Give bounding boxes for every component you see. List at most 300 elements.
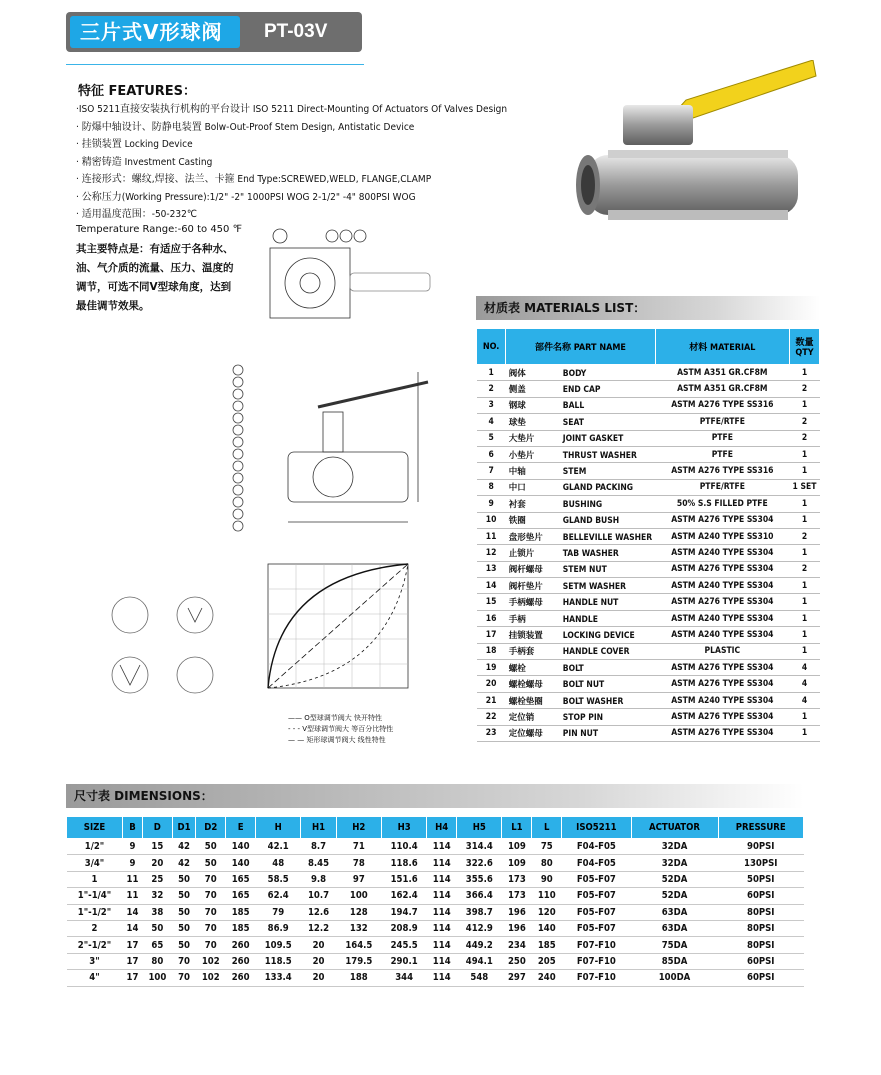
- valve-photo: [568, 60, 818, 270]
- table-cell: 65: [142, 937, 172, 953]
- table-cell: F05-F07: [562, 871, 631, 887]
- table-cell: 86.9: [256, 920, 301, 936]
- table-cell: [506, 365, 655, 381]
- column-header: H4: [427, 817, 457, 839]
- table-cell: 20: [477, 676, 506, 692]
- table-cell: 50: [196, 839, 226, 855]
- table-cell: 70: [172, 970, 196, 986]
- table-cell: 2"-1/2": [67, 937, 123, 953]
- table-cell: 75: [532, 839, 562, 855]
- table-cell: 50: [172, 904, 196, 920]
- table-cell: 173: [502, 888, 532, 904]
- table-row: [477, 463, 820, 479]
- feature-item: · 精密铸造 Investment Casting: [76, 156, 213, 168]
- table-cell: 17: [122, 937, 142, 953]
- table-cell: 1: [790, 496, 820, 512]
- table-row: [477, 594, 820, 610]
- table-row: [477, 430, 820, 446]
- table-cell: PLASTIC: [655, 643, 789, 659]
- part-name-cn: 螺栓: [508, 663, 526, 674]
- table-cell: PTFE: [655, 430, 789, 446]
- column-header: D2: [196, 817, 226, 839]
- table-cell: 185: [532, 937, 562, 953]
- table-cell: 494.1: [457, 953, 502, 969]
- table-cell: [506, 561, 655, 577]
- table-cell: 260: [226, 937, 256, 953]
- part-name-cn: 止锁片: [508, 548, 535, 559]
- table-cell: ASTM A240 TYPE SS304: [655, 610, 789, 626]
- table-cell: 100DA: [631, 970, 718, 986]
- table-cell: 128: [336, 904, 381, 920]
- table-cell: 366.4: [457, 888, 502, 904]
- table-row: [477, 610, 820, 626]
- table-cell: 118.6: [381, 855, 426, 871]
- column-header: B: [122, 817, 142, 839]
- part-name-en: BALL: [562, 401, 585, 412]
- table-cell: 1: [790, 446, 820, 462]
- table-cell: 52DA: [631, 888, 718, 904]
- table-cell: 110.4: [381, 839, 426, 855]
- table-cell: 63DA: [631, 920, 718, 936]
- table-cell: 1: [790, 578, 820, 594]
- table-cell: 208.9: [381, 920, 426, 936]
- legend-item: - - - V型球调节阀大 等百分比特性: [288, 725, 394, 733]
- table-cell: 20: [301, 953, 336, 969]
- part-name-cn: 定位螺母: [508, 729, 543, 740]
- table-row: [477, 725, 820, 741]
- table-cell: ASTM A276 TYPE SS304: [655, 676, 789, 692]
- table-row: [477, 676, 820, 692]
- table-cell: 17: [122, 970, 142, 986]
- table-cell: 9: [122, 839, 142, 855]
- chart-legend: [288, 713, 393, 746]
- table-cell: 6: [477, 446, 506, 462]
- table-row: [67, 904, 804, 920]
- table-cell: 114: [427, 920, 457, 936]
- table-cell: 80PSI: [718, 904, 804, 920]
- table-cell: F04-F05: [562, 855, 631, 871]
- table-cell: 1"-1/4": [67, 888, 123, 904]
- table-cell: ASTM A276 TYPE SS316: [655, 463, 789, 479]
- column-header: H3: [381, 817, 426, 839]
- table-row: [477, 446, 820, 462]
- table-cell: 3": [67, 953, 123, 969]
- table-cell: 102: [196, 970, 226, 986]
- column-header: H5: [457, 817, 502, 839]
- table-cell: 42: [172, 839, 196, 855]
- table-cell: 50% S.S FILLED PTFE: [655, 496, 789, 512]
- table-cell: 344: [381, 970, 426, 986]
- table-cell: 14: [477, 578, 506, 594]
- table-cell: 70: [172, 953, 196, 969]
- column-header: H: [256, 817, 301, 839]
- col-part: 部件名称 PART NAME: [506, 329, 655, 365]
- table-cell: 1: [790, 545, 820, 561]
- table-cell: 58.5: [256, 871, 301, 887]
- table-cell: ASTM A351 GR.CF8M: [655, 381, 789, 397]
- table-cell: 2: [67, 920, 123, 936]
- table-cell: 132: [336, 920, 381, 936]
- part-name-cn: 盘形垫片: [508, 532, 543, 543]
- feature-item: · 防爆中轴设计、防静电装置 Bolw-Out-Proof Stem Design, Antistatic Device: [76, 121, 415, 133]
- table-cell: 140: [532, 920, 562, 936]
- table-row: [477, 692, 820, 708]
- table-cell: ASTM A276 TYPE SS316: [655, 397, 789, 413]
- part-name-en: LOCKING DEVICE: [562, 630, 635, 641]
- table-cell: F05-F07: [562, 888, 631, 904]
- table-row: [477, 643, 820, 659]
- table-row: [477, 365, 820, 381]
- part-name-cn: 衬套: [508, 499, 526, 510]
- table-row: [67, 970, 804, 986]
- table-cell: [506, 545, 655, 561]
- table-cell: F05-F07: [562, 904, 631, 920]
- table-cell: 109: [502, 839, 532, 855]
- table-cell: [506, 692, 655, 708]
- table-cell: 2: [790, 414, 820, 430]
- section-drawing: [228, 352, 458, 542]
- table-row: [67, 871, 804, 887]
- materials-heading: 材质表 MATERIALS LIST：: [476, 296, 820, 320]
- table-cell: PTFE: [655, 446, 789, 462]
- table-cell: 8.7: [301, 839, 336, 855]
- feature-item: · 挂锁装置 Locking Device: [76, 139, 193, 150]
- table-cell: F07-F10: [562, 937, 631, 953]
- part-name-cn: 挂锁装置: [508, 630, 543, 641]
- table-cell: 114: [427, 970, 457, 986]
- table-cell: 3/4": [67, 855, 123, 871]
- table-cell: 25: [142, 871, 172, 887]
- part-name-cn: 小垫片: [508, 450, 535, 461]
- table-row: [477, 561, 820, 577]
- table-cell: ASTM A240 TYPE SS304: [655, 545, 789, 561]
- flow-characteristic-chart: [248, 556, 418, 706]
- table-cell: 109.5: [256, 937, 301, 953]
- model-number: PT-03V: [264, 21, 328, 42]
- table-cell: 17: [477, 627, 506, 643]
- table-cell: 114: [427, 953, 457, 969]
- table-cell: [506, 610, 655, 626]
- dimensions-table: [66, 816, 804, 987]
- table-row: [477, 397, 820, 413]
- table-cell: 140: [226, 839, 256, 855]
- table-row: [477, 709, 820, 725]
- table-cell: 185: [226, 904, 256, 920]
- table-cell: 10.7: [301, 888, 336, 904]
- column-header: D: [142, 817, 172, 839]
- table-cell: 50: [172, 920, 196, 936]
- table-cell: 80PSI: [718, 937, 804, 953]
- table-cell: 151.6: [381, 871, 426, 887]
- table-cell: 8.45: [301, 855, 336, 871]
- column-header: L1: [502, 817, 532, 839]
- table-cell: 62.4: [256, 888, 301, 904]
- table-cell: 50: [196, 855, 226, 871]
- part-name-en: HANDLE COVER: [562, 647, 630, 658]
- table-cell: 114: [427, 855, 457, 871]
- table-cell: 70: [196, 904, 226, 920]
- table-cell: 245.5: [381, 937, 426, 953]
- table-cell: 50PSI: [718, 871, 804, 887]
- table-cell: 60PSI: [718, 953, 804, 969]
- table-cell: 1: [790, 463, 820, 479]
- table-cell: 2: [790, 381, 820, 397]
- table-cell: 50: [172, 871, 196, 887]
- part-name-en: GLAND PACKING: [562, 483, 634, 494]
- legend-item: — — 矩形球调节阀大 线性特性: [288, 736, 386, 744]
- table-cell: 1: [790, 397, 820, 413]
- table-cell: 80PSI: [718, 920, 804, 936]
- feature-item: · 公称压力(Working Pressure):1/2" -2" 1000PSI WOG 2-1/2" -4" 800PSI WOG: [76, 191, 416, 203]
- table-cell: 85DA: [631, 953, 718, 969]
- table-cell: [506, 397, 655, 413]
- table-row: [67, 855, 804, 871]
- table-row: [67, 888, 804, 904]
- part-name-en: HANDLE NUT: [562, 598, 619, 609]
- table-cell: 412.9: [457, 920, 502, 936]
- part-name-cn: 阀体: [508, 368, 526, 379]
- table-cell: 194.7: [381, 904, 426, 920]
- table-cell: F07-F10: [562, 953, 631, 969]
- table-cell: 23: [477, 725, 506, 741]
- table-cell: 314.4: [457, 839, 502, 855]
- part-name-en: JOINT GASKET: [562, 434, 624, 445]
- table-cell: 32DA: [631, 839, 718, 855]
- part-name-en: HANDLE: [562, 614, 598, 625]
- table-cell: 2: [790, 528, 820, 544]
- table-row: [67, 953, 804, 969]
- table-cell: 114: [427, 888, 457, 904]
- column-header: SIZE: [67, 817, 123, 839]
- table-cell: [506, 709, 655, 725]
- part-name-cn: 手柄套: [508, 647, 535, 658]
- part-name-en: SEAT: [562, 417, 584, 428]
- table-row: [477, 479, 820, 495]
- feature-item: ·ISO 5211直接安装执行机构的平台设计 ISO 5211 Direct-Mounting Of Actuators Of Valves Design: [76, 104, 508, 115]
- part-name-cn: 螺栓螺母: [508, 680, 543, 691]
- table-cell: F04-F05: [562, 839, 631, 855]
- page-title: 三片式V形球阀: [70, 16, 240, 48]
- description: 其主要特点是：有适应于各种水、油、气介质的流量、压力、温度的调节，可选不同V型球角度，达到最佳调节效果。: [76, 243, 234, 312]
- col-qty: 数量 QTY: [790, 329, 820, 365]
- column-header: ISO5211: [562, 817, 631, 839]
- table-cell: 1: [790, 643, 820, 659]
- part-name-cn: 阀杆螺母: [508, 565, 543, 576]
- table-cell: 9.8: [301, 871, 336, 887]
- table-cell: 9: [122, 855, 142, 871]
- table-cell: 5: [477, 430, 506, 446]
- table-cell: 90PSI: [718, 839, 804, 855]
- table-cell: 38: [142, 904, 172, 920]
- table-cell: 71: [336, 839, 381, 855]
- part-name-en: STEM: [562, 467, 587, 478]
- table-cell: 1: [790, 512, 820, 528]
- table-cell: [506, 496, 655, 512]
- table-cell: ASTM A240 TYPE SS304: [655, 692, 789, 708]
- table-cell: 398.7: [457, 904, 502, 920]
- table-cell: 2: [477, 381, 506, 397]
- table-cell: 8: [477, 479, 506, 495]
- table-cell: 20: [142, 855, 172, 871]
- top-view-drawing: [248, 228, 438, 328]
- table-cell: [506, 578, 655, 594]
- features-list: [76, 101, 507, 224]
- table-cell: ASTM A276 TYPE SS304: [655, 660, 789, 676]
- table-cell: 70: [196, 871, 226, 887]
- column-header: H1: [301, 817, 336, 839]
- table-cell: [506, 512, 655, 528]
- table-cell: 17: [122, 953, 142, 969]
- table-cell: 50: [172, 937, 196, 953]
- table-cell: 120: [532, 904, 562, 920]
- table-cell: 260: [226, 953, 256, 969]
- table-cell: 1"-1/2": [67, 904, 123, 920]
- part-name-cn: 手柄螺母: [508, 598, 543, 609]
- part-name-cn: 阀杆垫片: [508, 581, 543, 592]
- table-cell: 290.1: [381, 953, 426, 969]
- temperature-range: Temperature Range:-60 to 450 ℉: [76, 224, 243, 235]
- table-cell: 205: [532, 953, 562, 969]
- table-cell: 70: [196, 920, 226, 936]
- table-cell: ASTM A276 TYPE SS304: [655, 594, 789, 610]
- table-row: [477, 578, 820, 594]
- table-cell: 1: [790, 627, 820, 643]
- table-cell: 165: [226, 888, 256, 904]
- table-cell: 16: [477, 610, 506, 626]
- table-cell: ASTM A240 TYPE SS310: [655, 528, 789, 544]
- part-name-en: BODY: [562, 368, 587, 379]
- table-cell: [506, 446, 655, 462]
- column-header: PRESSURE: [718, 817, 804, 839]
- part-name-en: END CAP: [562, 385, 601, 396]
- table-cell: 14: [122, 920, 142, 936]
- table-cell: 80: [532, 855, 562, 871]
- table-cell: 322.6: [457, 855, 502, 871]
- table-cell: 10: [477, 512, 506, 528]
- table-cell: PTFE/RTFE: [655, 479, 789, 495]
- table-cell: 109: [502, 855, 532, 871]
- v-port-diagrams: [90, 590, 240, 700]
- table-cell: 1 SET: [790, 479, 820, 495]
- part-name-en: SETM WASHER: [562, 581, 626, 592]
- part-name-en: GLAND BUSH: [562, 516, 620, 527]
- table-cell: F05-F07: [562, 920, 631, 936]
- part-name-en: BOLT WASHER: [562, 696, 624, 707]
- table-cell: 15: [142, 839, 172, 855]
- table-cell: 75DA: [631, 937, 718, 953]
- table-cell: 2: [790, 561, 820, 577]
- table-cell: PTFE/RTFE: [655, 414, 789, 430]
- table-cell: 7: [477, 463, 506, 479]
- table-cell: 50: [142, 920, 172, 936]
- table-cell: 1: [790, 365, 820, 381]
- table-cell: 97: [336, 871, 381, 887]
- part-name-en: THRUST WASHER: [562, 450, 637, 461]
- table-cell: 60PSI: [718, 970, 804, 986]
- col-material: 材料 MATERIAL: [655, 329, 789, 365]
- table-row: [477, 381, 820, 397]
- table-cell: 140: [226, 855, 256, 871]
- feature-item: · 适用温度范围：-50-232℃: [76, 209, 197, 220]
- part-name-cn: 手柄: [508, 614, 526, 625]
- table-cell: 114: [427, 871, 457, 887]
- table-cell: 90: [532, 871, 562, 887]
- table-cell: [506, 660, 655, 676]
- table-cell: 4": [67, 970, 123, 986]
- table-cell: 63DA: [631, 904, 718, 920]
- table-cell: [506, 414, 655, 430]
- part-name-en: BOLT: [562, 663, 584, 674]
- part-name-en: STOP PIN: [562, 712, 604, 723]
- table-cell: F07-F10: [562, 970, 631, 986]
- table-cell: ASTM A276 TYPE SS304: [655, 512, 789, 528]
- table-cell: 21: [477, 692, 506, 708]
- table-row: [477, 660, 820, 676]
- table-cell: 114: [427, 904, 457, 920]
- materials-table: [476, 328, 820, 742]
- table-cell: 12: [477, 545, 506, 561]
- table-cell: 15: [477, 594, 506, 610]
- table-cell: [506, 381, 655, 397]
- table-cell: 42: [172, 855, 196, 871]
- table-cell: ASTM A276 TYPE SS304: [655, 709, 789, 725]
- table-cell: 185: [226, 920, 256, 936]
- table-cell: 14: [122, 904, 142, 920]
- table-cell: [506, 430, 655, 446]
- part-name-cn: 侧盖: [508, 385, 526, 396]
- table-cell: [506, 479, 655, 495]
- table-cell: 165: [226, 871, 256, 887]
- table-cell: [506, 643, 655, 659]
- table-cell: 70: [196, 888, 226, 904]
- table-cell: 70: [196, 937, 226, 953]
- table-cell: 50: [172, 888, 196, 904]
- table-cell: 1: [790, 709, 820, 725]
- table-row: [477, 496, 820, 512]
- table-cell: ASTM A276 TYPE SS304: [655, 561, 789, 577]
- table-cell: 52DA: [631, 871, 718, 887]
- table-cell: 297: [502, 970, 532, 986]
- part-name-en: BOLT NUT: [562, 680, 605, 691]
- table-cell: 32DA: [631, 855, 718, 871]
- table-cell: 11: [122, 871, 142, 887]
- table-cell: 11: [122, 888, 142, 904]
- column-header: E: [226, 817, 256, 839]
- table-cell: 12.6: [301, 904, 336, 920]
- table-cell: 196: [502, 904, 532, 920]
- table-cell: 548: [457, 970, 502, 986]
- table-cell: 102: [196, 953, 226, 969]
- column-header: D1: [172, 817, 196, 839]
- part-name-en: BELLEVILLE WASHER: [562, 532, 653, 543]
- table-cell: 18: [477, 643, 506, 659]
- table-cell: 1: [477, 365, 506, 381]
- part-name-cn: 定位销: [508, 712, 535, 723]
- table-cell: 1: [790, 725, 820, 741]
- table-cell: 164.5: [336, 937, 381, 953]
- table-cell: 12.2: [301, 920, 336, 936]
- table-cell: [506, 725, 655, 741]
- part-name-cn: 大垫片: [508, 434, 535, 445]
- table-cell: [506, 463, 655, 479]
- table-cell: 173: [502, 871, 532, 887]
- table-cell: 196: [502, 920, 532, 936]
- table-cell: 100: [142, 970, 172, 986]
- table-row: [67, 839, 804, 855]
- part-name-en: TAB WASHER: [562, 548, 619, 559]
- table-cell: 11: [477, 528, 506, 544]
- part-name-cn: 球垫: [508, 417, 526, 428]
